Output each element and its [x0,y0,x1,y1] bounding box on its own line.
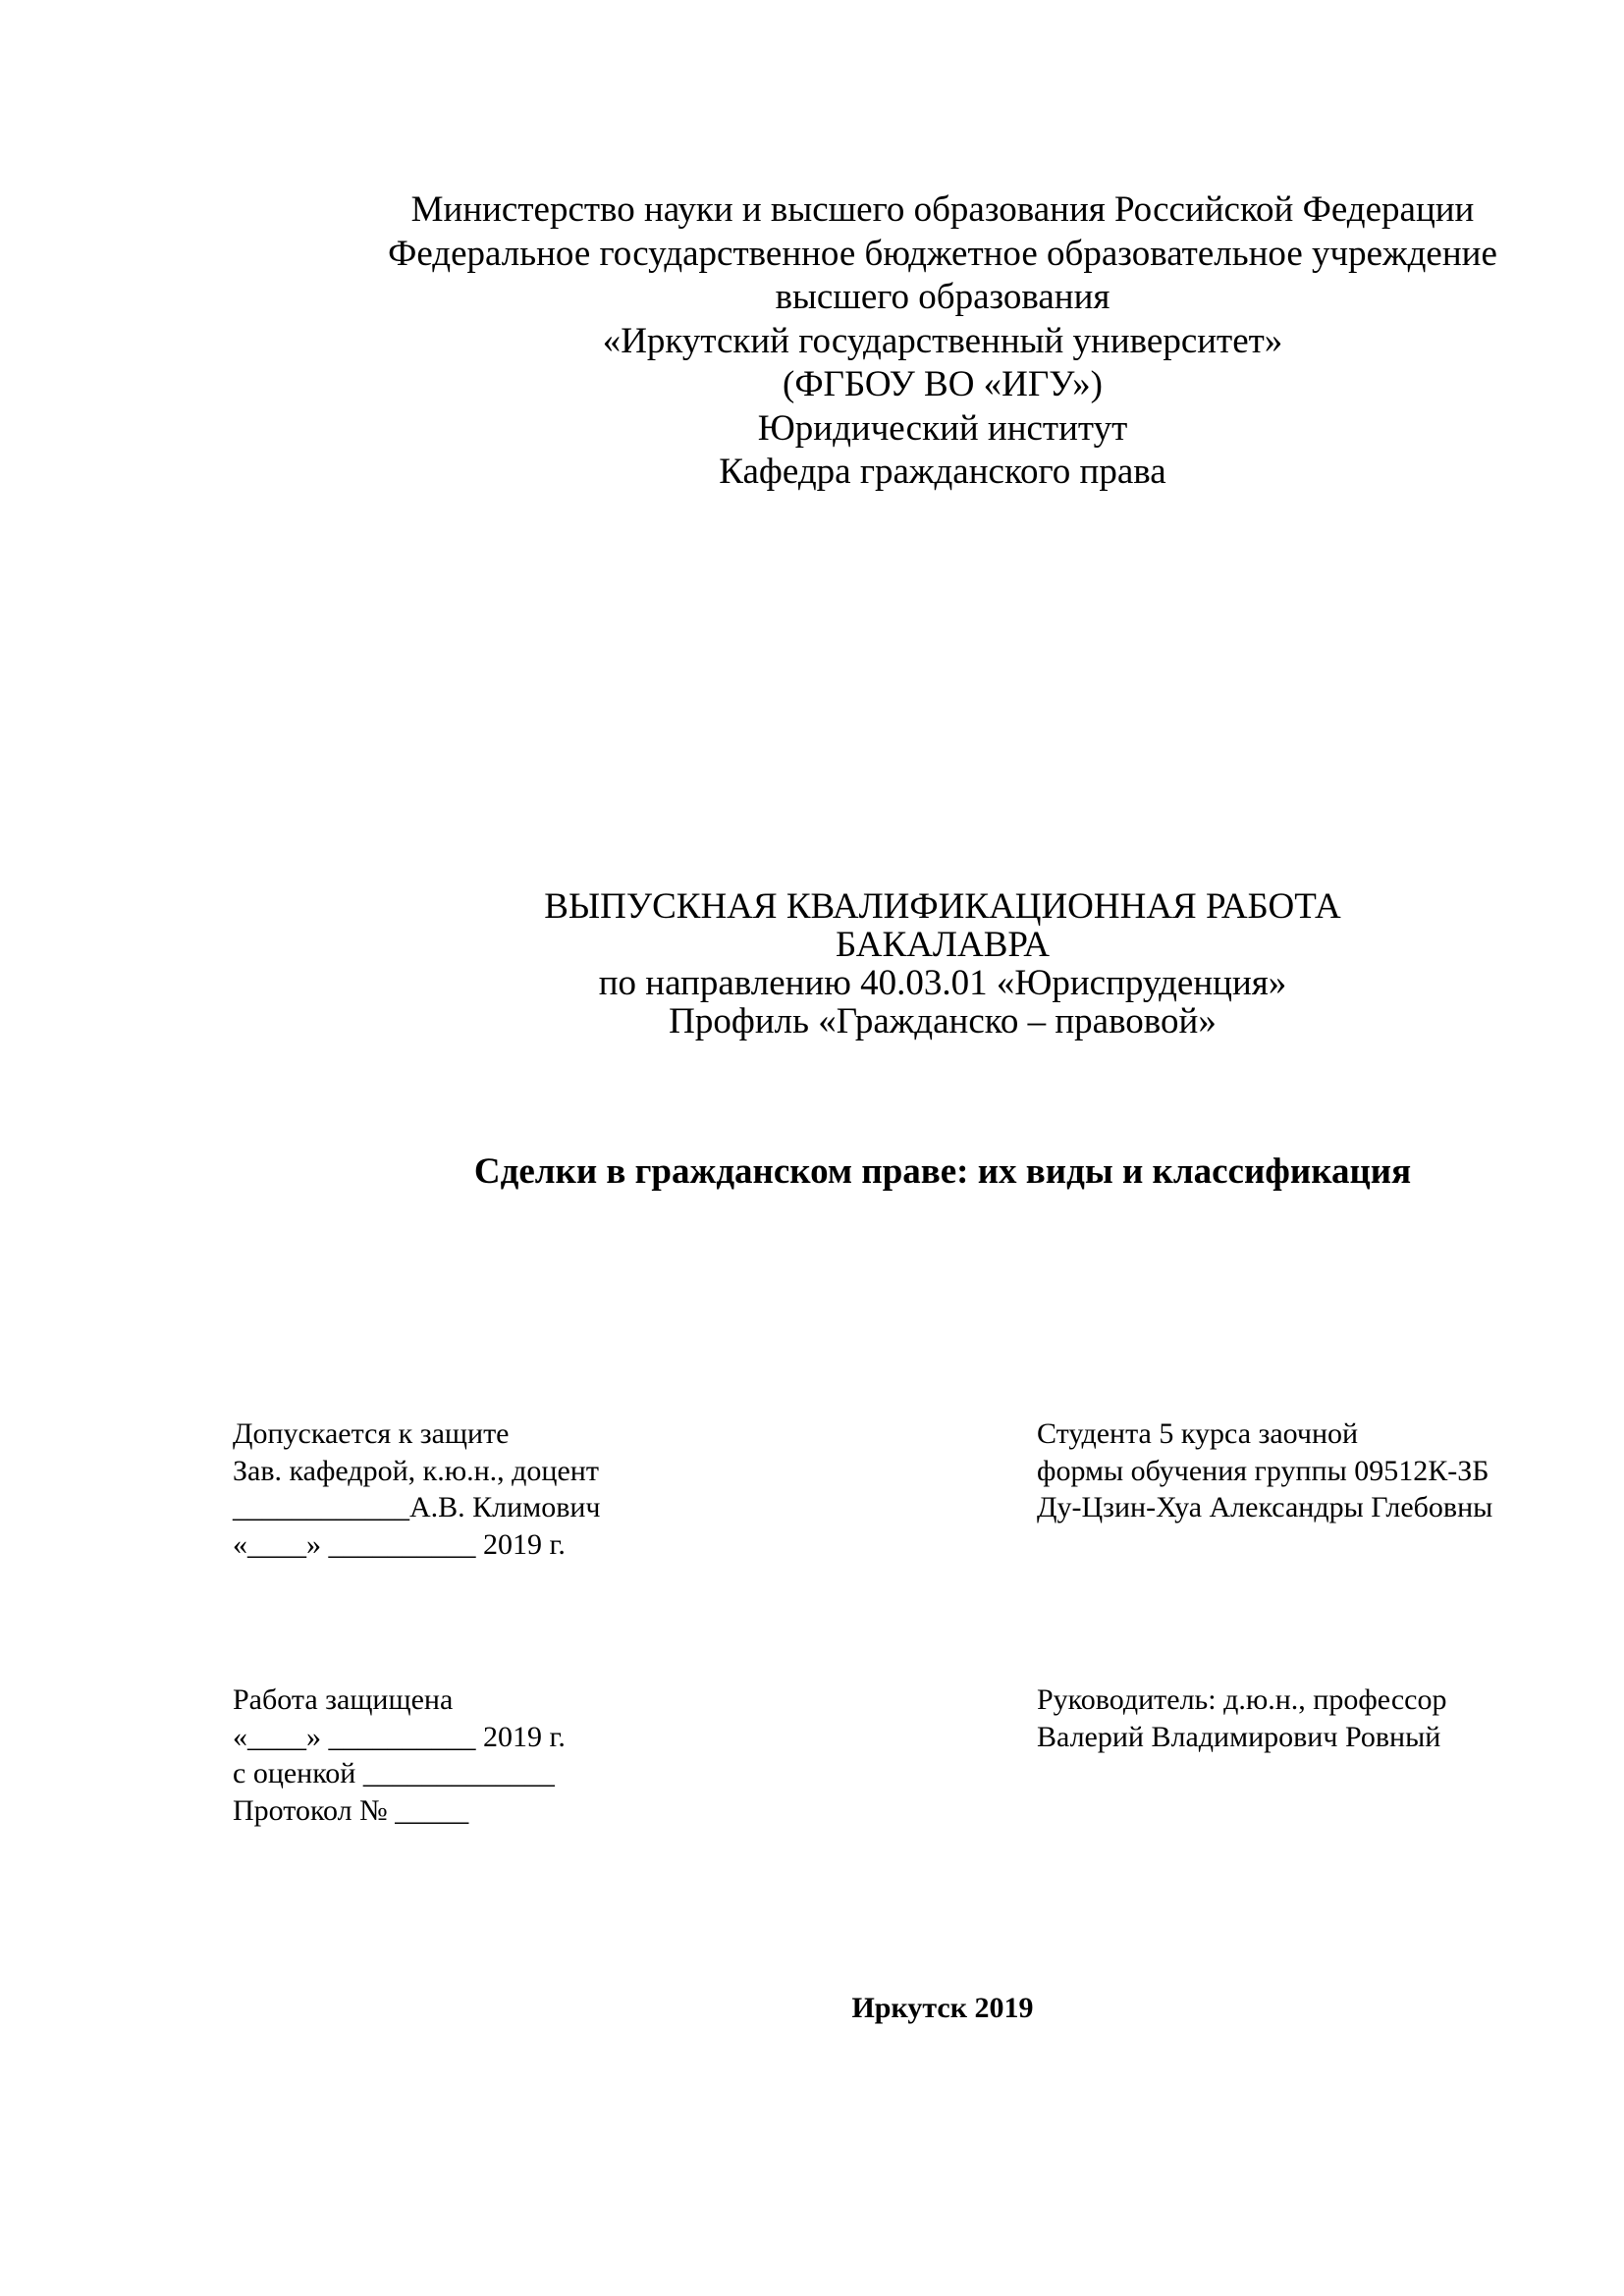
supervisor-line-1: Руководитель: д.ю.н., профессор [1037,1683,1447,1716]
student-block [1037,1415,1492,1526]
work-type-line-1: ВЫПУСКНАЯ КВАЛИФИКАЦИОННАЯ РАБОТА [544,886,1341,927]
thesis-title: Сделки в гражданском праве: их виды и классификация [473,1151,1412,1192]
student-line-1: Студента 5 курса заочной [1037,1417,1359,1450]
admission-block [233,1415,601,1563]
student-line-2: формы обучения группы 09512К-ЗБ [1037,1454,1489,1487]
defended-protocol-line: Протокол № _____ [233,1793,469,1827]
admission-line-1: Допускается к защите [233,1417,510,1450]
direction-line: по направлению 40.03.01 «Юриспруденция» [598,963,1287,1003]
department-line: Кафедра гражданского права [719,452,1166,492]
work-type-block [324,887,1561,1041]
defended-line-1: Работа защищена [233,1683,454,1716]
work-type-line-2: БАКАЛАВРА [836,925,1050,965]
defended-date-line: «____» __________ 2019 г. [233,1720,566,1753]
ministry-line: Министерство науки и высшего образования Российской Федерации [410,189,1475,230]
education-level-line: высшего образования [775,277,1110,317]
institution-header [334,188,1551,495]
defended-grade-line: с оценкой _____________ [233,1757,555,1789]
admission-line-2: Зав. кафедрой, к.ю.н., доцент [233,1454,599,1487]
defended-block [233,1682,566,1829]
institution-type-line: Федеральное государственное бюджетное образовательное учреждение [388,233,1497,274]
admission-date-line: «____» __________ 2019 г. [233,1527,566,1561]
university-line: «Иркутский государственный университет» [602,320,1283,361]
university-abbr-line: (ФГБОУ ВО «ИГУ») [783,364,1103,404]
admission-signature-line: ____________А.В. Климович [233,1491,601,1523]
profile-line: Профиль «Гражданско – правовой» [669,1001,1217,1041]
student-name-line: Ду-Цзин-Хуа Александры Глебовны [1037,1491,1493,1523]
supervisor-name-line: Валерий Владимирович Ровный [1037,1720,1441,1753]
institute-line: Юридический институт [757,407,1128,449]
supervisor-block [1037,1682,1446,1755]
city-year: Иркутск 2019 [851,1992,1034,2024]
